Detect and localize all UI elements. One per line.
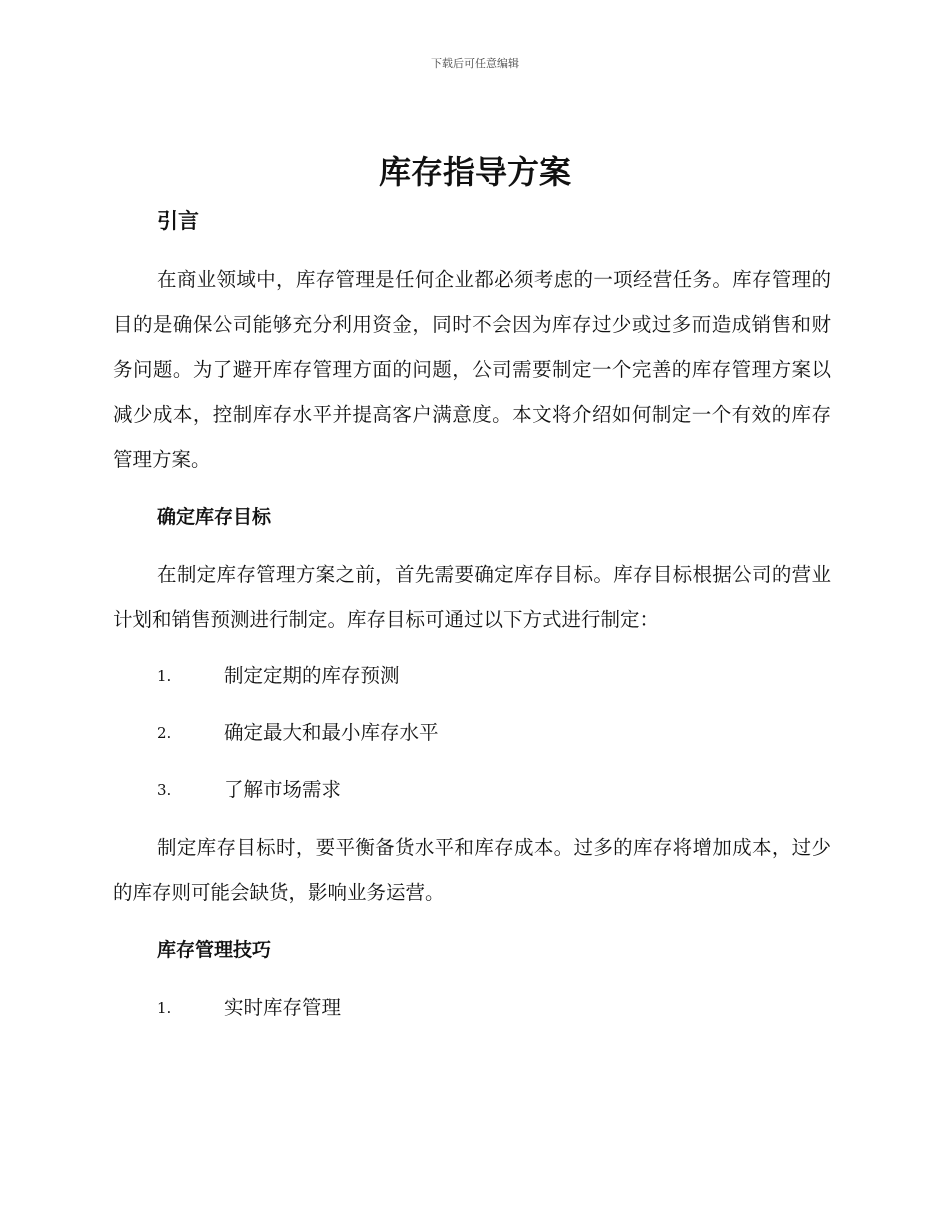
- intro-heading: 引言: [157, 209, 199, 233]
- inventory-goals-paragraph: 在制定库存管理方案之前，首先需要确定库存目标。库存目标根据公司的营业计划和销售预测进行制定。库存目标可通过以下方式进行制定：: [113, 563, 831, 631]
- list-item-number: 1.: [157, 667, 172, 685]
- intro-paragraph: 在商业领域中，库存管理是任何企业都必须考虑的一项经营任务。库存管理的目的是确保公司能够充分利用资金，同时不会因为库存过少或过多而造成销售和财务问题。为了避开库存管理方面的问题，公司需要制定一个完善的库存管理方案以减少成本，控制库存水平并提高客户满意度。本文将介绍如何制定一个有效的库存管理方案。: [113, 268, 831, 471]
- list-item-number: 2.: [157, 724, 172, 742]
- header-note: 下载后可任意编辑: [431, 57, 519, 70]
- list-item: [157, 775, 817, 805]
- list-item: [157, 661, 817, 691]
- inventory-balance-paragraph: 制定库存目标时，要平衡备货水平和库存成本。过多的库存将增加成本，过少的库存则可能会缺货，影响业务运营。: [113, 836, 831, 904]
- list-item-number: 3.: [157, 781, 172, 799]
- list-item-text: 制定定期的库存预测: [224, 664, 400, 687]
- list-item: [157, 993, 817, 1023]
- list-item-text: 了解市场需求: [224, 778, 342, 801]
- document-title: 库存指导方案: [378, 153, 571, 191]
- list-item-text: 实时库存管理: [224, 996, 342, 1019]
- list-item: [157, 718, 817, 748]
- list-item-text: 确定最大和最小库存水平: [224, 721, 439, 744]
- section-heading-management-tips: 库存管理技巧: [157, 939, 272, 961]
- section-heading-inventory-goals: 确定库存目标: [157, 506, 272, 528]
- list-item-number: 1.: [157, 999, 172, 1017]
